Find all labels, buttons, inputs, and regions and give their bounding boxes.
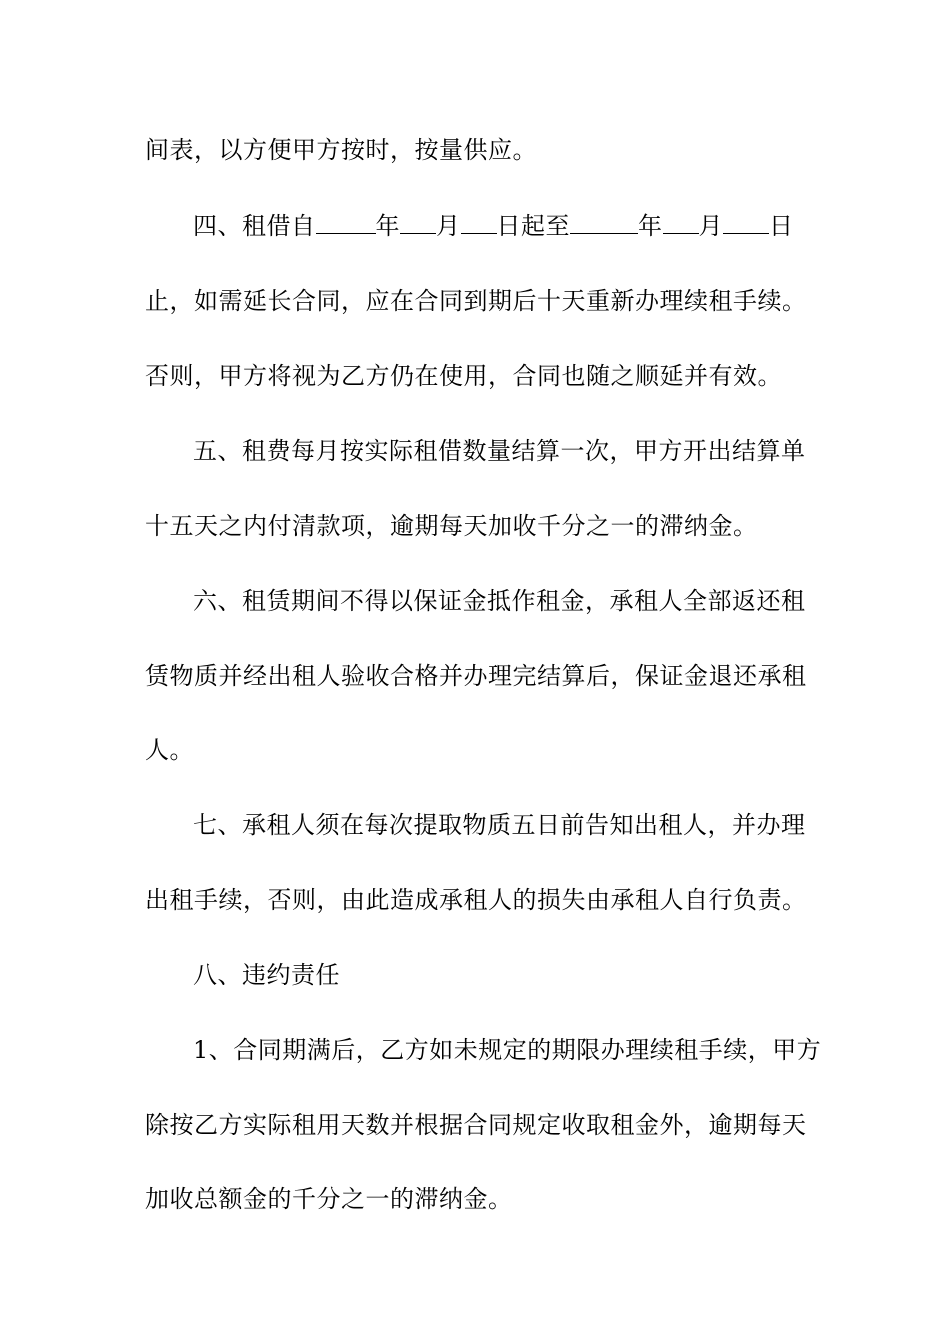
end-day-blank bbox=[723, 211, 769, 234]
start-day-blank bbox=[461, 211, 497, 234]
lease-period-line bbox=[193, 211, 863, 241]
text-line: 人。 bbox=[145, 736, 194, 764]
text-line: 止，如需延长合同，应在合同到期后十天重新办理续租手续。 bbox=[145, 287, 807, 315]
end-day-label: 日 bbox=[769, 212, 794, 240]
text-line: 除按乙方实际租用天数并根据合同规定收取租金外，逾期每天 bbox=[145, 1111, 807, 1139]
start-year-blank bbox=[316, 211, 376, 234]
start-month-blank bbox=[400, 211, 436, 234]
text-line: 1、合同期满后，乙方如未规定的期限办理续租手续，甲方 bbox=[193, 1036, 822, 1064]
year-label: 年 bbox=[375, 212, 400, 240]
end-month-blank bbox=[663, 211, 699, 234]
until-label: 日起至 bbox=[496, 212, 570, 240]
end-year-blank bbox=[570, 211, 638, 234]
text-line: 五、租费每月按实际租借数量结算一次，甲方开出结算单 bbox=[193, 437, 806, 465]
text-line: 七、承租人须在每次提取物质五日前告知出租人，并办理 bbox=[193, 811, 806, 839]
month-label: 月 bbox=[436, 212, 461, 240]
end-month-label: 月 bbox=[698, 212, 723, 240]
text-line: 赁物质并经出租人验收合格并办理完结算后，保证金退还承租 bbox=[145, 662, 807, 690]
text-line: 否则，甲方将视为乙方仍在使用，合同也随之顺延并有效。 bbox=[145, 362, 782, 390]
text-line: 十五天之内付清款项，逾期每天加收千分之一的滞纳金。 bbox=[145, 512, 758, 540]
text-line: 间表，以方便甲方按时，按量供应。 bbox=[145, 136, 537, 164]
text-line: 出租手续，否则，由此造成承租人的损失由承租人自行负责。 bbox=[145, 886, 807, 914]
text-line: 加收总额金的千分之一的滞纳金。 bbox=[145, 1185, 513, 1213]
section-heading: 八、违约责任 bbox=[193, 961, 340, 989]
lease-period-label: 四、租借自 bbox=[193, 212, 316, 240]
end-year-label: 年 bbox=[638, 212, 663, 240]
text-line: 六、租赁期间不得以保证金抵作租金，承租人全部返还租 bbox=[193, 587, 806, 615]
